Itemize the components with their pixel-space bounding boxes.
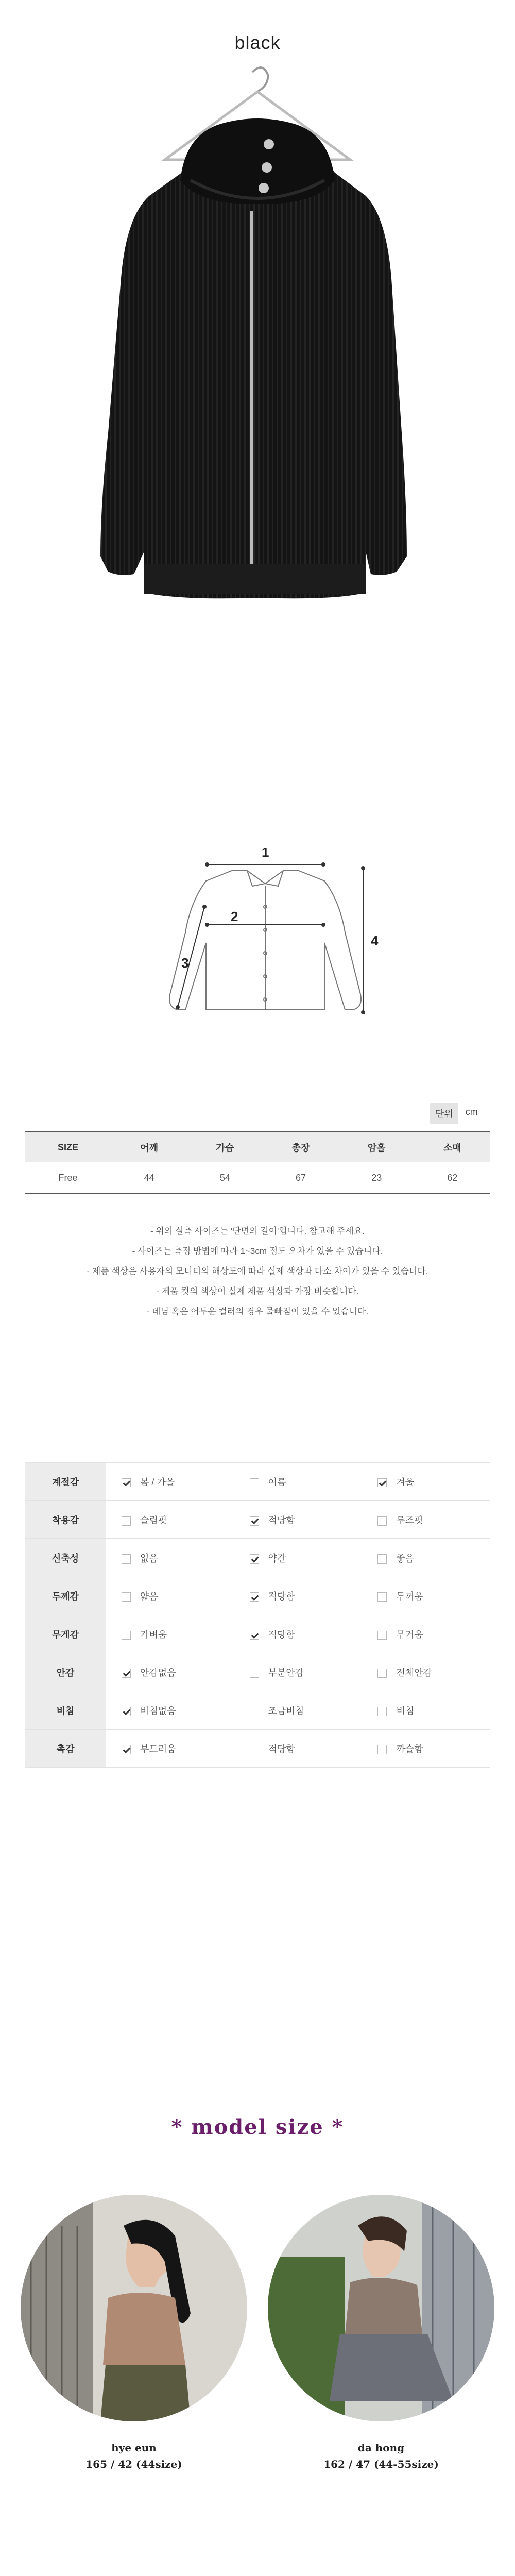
attribute-option-label: 적당함	[268, 1591, 295, 1602]
model-photo	[268, 2195, 494, 2421]
unchecked-checkbox-icon	[122, 1554, 131, 1564]
hoodie-garment	[100, 118, 407, 598]
attribute-option	[234, 1463, 362, 1501]
size-cell: 54	[187, 1162, 263, 1194]
size-table-header: 어깨	[111, 1132, 187, 1162]
attribute-option-label: 좋음	[396, 1553, 415, 1564]
attribute-option-label: 부드러움	[140, 1743, 176, 1754]
unchecked-checkbox-icon	[377, 1707, 387, 1716]
model-size: 165 / 42 (44size)	[85, 2458, 182, 2470]
attribute-option	[106, 1691, 234, 1730]
model-photo	[21, 2195, 247, 2421]
size-table-header-row	[25, 1132, 490, 1162]
attribute-option	[362, 1577, 490, 1615]
size-table-header: SIZE	[25, 1132, 111, 1162]
checked-checkbox-icon	[250, 1631, 259, 1640]
size-table-header: 소매	[415, 1132, 490, 1162]
attribute-option-label: 비침없음	[140, 1705, 176, 1716]
unchecked-checkbox-icon	[377, 1516, 387, 1526]
unchecked-checkbox-icon	[122, 1631, 131, 1640]
checked-checkbox-icon	[250, 1592, 259, 1602]
size-table-header: 암홀	[339, 1132, 415, 1162]
attribute-option	[106, 1501, 234, 1539]
attribute-option-label: 겨울	[396, 1477, 415, 1487]
attribute-option	[106, 1730, 234, 1768]
table-row	[25, 1539, 490, 1577]
checked-checkbox-icon	[250, 1554, 259, 1564]
attribute-name: 무게감	[25, 1615, 106, 1653]
attribute-option	[234, 1615, 362, 1653]
attribute-option	[234, 1539, 362, 1577]
unchecked-checkbox-icon	[122, 1516, 131, 1526]
snap-button	[262, 162, 272, 173]
model-size-heading: * model size *	[171, 2115, 344, 2139]
attribute-option-label: 얇음	[140, 1591, 158, 1602]
note-line: - 데님 혹은 어두운 컬러의 경우 물빠짐이 있을 수 있습니다.	[146, 1307, 369, 1316]
size-diagram	[149, 840, 381, 1056]
unchecked-checkbox-icon	[250, 1669, 259, 1678]
checked-checkbox-icon	[122, 1707, 131, 1716]
color-title: black	[234, 32, 281, 53]
dimension-label: 3	[181, 955, 189, 971]
model-caption	[21, 2439, 247, 2472]
attribute-option	[362, 1539, 490, 1577]
product-photo	[77, 62, 438, 618]
attribute-name: 계절감	[25, 1463, 106, 1501]
attribute-option-label: 여름	[268, 1477, 286, 1487]
attribute-option	[362, 1463, 490, 1501]
attribute-option	[106, 1653, 234, 1691]
attribute-option-label: 까슬함	[396, 1743, 423, 1754]
attribute-option-label: 비침	[396, 1705, 415, 1716]
attribute-option	[234, 1501, 362, 1539]
attribute-option-label: 적당함	[268, 1515, 295, 1526]
unchecked-checkbox-icon	[122, 1592, 131, 1602]
checked-checkbox-icon	[122, 1669, 131, 1678]
attribute-name: 촉감	[25, 1730, 106, 1768]
dimension-label: 2	[231, 909, 238, 924]
fabric-attribute-table	[25, 1462, 490, 1768]
attribute-option	[234, 1577, 362, 1615]
unchecked-checkbox-icon	[377, 1631, 387, 1640]
attribute-option-label: 가벼움	[140, 1629, 167, 1640]
attribute-option-label: 안감없음	[140, 1667, 176, 1678]
unchecked-checkbox-icon	[377, 1669, 387, 1678]
attribute-name: 안감	[25, 1653, 106, 1691]
attribute-option-label: 적당함	[268, 1743, 295, 1754]
attribute-option	[234, 1653, 362, 1691]
table-row	[25, 1463, 490, 1501]
attribute-name: 착용감	[25, 1501, 106, 1539]
attribute-option-label: 무거움	[396, 1629, 423, 1640]
attribute-option	[362, 1730, 490, 1768]
note-line: - 제품 컷의 색상이 실제 제품 색상과 가장 비슷합니다.	[156, 1286, 359, 1296]
table-row	[25, 1615, 490, 1653]
size-table-header: 총장	[263, 1132, 338, 1162]
unchecked-checkbox-icon	[377, 1554, 387, 1564]
table-row	[25, 1162, 490, 1194]
attribute-option-label: 부분안감	[268, 1667, 304, 1678]
snap-button	[259, 183, 269, 193]
attribute-option	[106, 1615, 234, 1653]
unchecked-checkbox-icon	[377, 1745, 387, 1754]
attribute-name: 비침	[25, 1691, 106, 1730]
size-cell: 67	[263, 1162, 338, 1194]
checked-checkbox-icon	[377, 1478, 387, 1487]
model-caption	[268, 2439, 494, 2472]
size-cell: 62	[415, 1162, 490, 1194]
attribute-option-label: 없음	[140, 1553, 158, 1564]
attribute-option-label: 두꺼움	[396, 1591, 423, 1602]
attribute-option	[234, 1730, 362, 1768]
attribute-option-label: 루즈핏	[396, 1515, 423, 1526]
attribute-option	[362, 1501, 490, 1539]
unchecked-checkbox-icon	[377, 1592, 387, 1602]
attribute-option	[234, 1691, 362, 1730]
attribute-name: 두께감	[25, 1577, 106, 1615]
size-cell: Free	[25, 1162, 111, 1194]
checked-checkbox-icon	[122, 1745, 131, 1754]
measurement-notes	[0, 1221, 515, 1321]
checked-checkbox-icon	[122, 1478, 131, 1487]
note-line: - 사이즈는 측정 방법에 따라 1~3cm 정도 오차가 있을 수 있습니다.	[132, 1246, 383, 1256]
unit-toggle	[430, 1103, 483, 1124]
dimension-label: 4	[371, 933, 379, 948]
size-cell: 23	[339, 1162, 415, 1194]
model-name: hye eun	[111, 2442, 157, 2454]
attribute-option-label: 조금비침	[268, 1705, 304, 1716]
attribute-option	[362, 1653, 490, 1691]
attribute-option-label: 약간	[268, 1553, 286, 1564]
attribute-name: 신축성	[25, 1539, 106, 1577]
attribute-option-label: 봄 / 가을	[140, 1477, 175, 1487]
unchecked-checkbox-icon	[250, 1707, 259, 1716]
unit-value: cm	[465, 1107, 478, 1117]
size-table-header: 가슴	[187, 1132, 263, 1162]
attribute-option-label: 적당함	[268, 1629, 295, 1640]
checked-checkbox-icon	[250, 1516, 259, 1526]
attribute-option-label: 슬림핏	[140, 1515, 167, 1526]
unchecked-checkbox-icon	[250, 1745, 259, 1754]
unit-label: 단위	[430, 1103, 458, 1124]
table-row	[25, 1653, 490, 1691]
model-size: 162 / 47 (44-55size)	[323, 2458, 439, 2470]
table-row	[25, 1730, 490, 1768]
note-line: - 제품 색상은 사용자의 모니터의 해상도에 따라 실제 색상과 다소 차이가 있을 수 있습니다.	[87, 1266, 428, 1276]
unchecked-checkbox-icon	[250, 1478, 259, 1487]
size-table	[25, 1131, 490, 1194]
attribute-option	[362, 1691, 490, 1730]
table-row	[25, 1691, 490, 1730]
attribute-option	[106, 1577, 234, 1615]
snap-button	[264, 139, 274, 149]
note-line: - 위의 실측 사이즈는 '단면의 길이'입니다. 참고해 주세요.	[150, 1226, 365, 1236]
size-cell: 44	[111, 1162, 187, 1194]
attribute-option	[362, 1615, 490, 1653]
attribute-option	[106, 1539, 234, 1577]
dimension-label: 1	[262, 844, 269, 860]
model-name: da hong	[357, 2442, 405, 2454]
table-row	[25, 1577, 490, 1615]
attribute-option-label: 전체안감	[396, 1667, 432, 1678]
attribute-option	[106, 1463, 234, 1501]
table-row	[25, 1501, 490, 1539]
